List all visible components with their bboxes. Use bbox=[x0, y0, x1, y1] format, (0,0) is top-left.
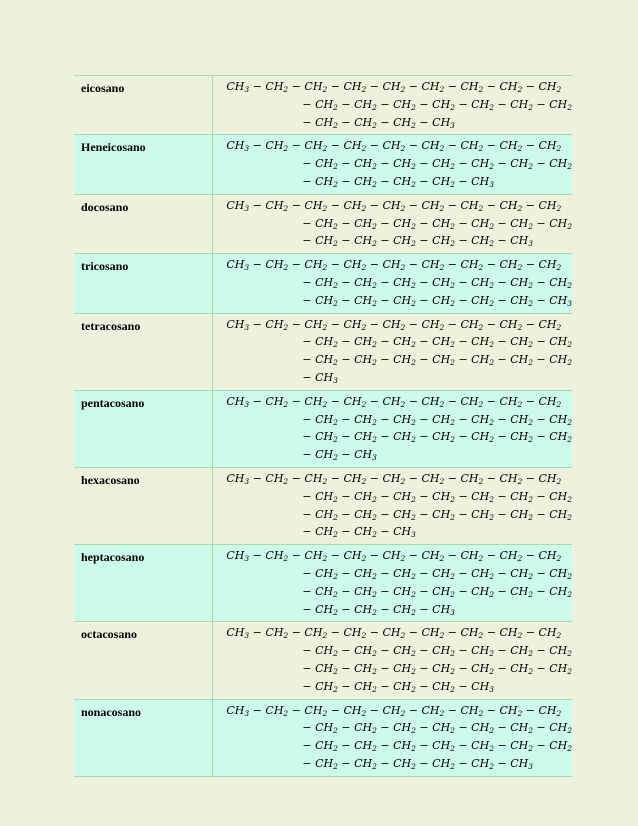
formula-line: − $CH_2 - CH_2 - CH_2 - CH_2 - CH_2 - CH_2 - CH_2$ bbox=[302, 97, 572, 112]
formula-line: − $CH_2 - CH_2 - CH_2 - CH_2 - CH_2 - CH_2 - CH_2$ bbox=[302, 353, 572, 368]
structural-formula bbox=[213, 700, 572, 776]
formula-line: − $CH_2 - CH_3$ bbox=[302, 448, 377, 463]
table-row bbox=[74, 314, 572, 391]
formula-line: − $CH_3$ bbox=[302, 370, 338, 385]
compound-name: heptacosano bbox=[74, 545, 213, 621]
formula-line: − $CH_2 - CH_2 - CH_2 - CH_3$ bbox=[302, 115, 455, 130]
formula-line: − $CH_2 - CH_2 - CH_2 - CH_2 - CH_2 - CH_2 - CH_3$ bbox=[302, 293, 572, 308]
structural-formula bbox=[213, 468, 572, 544]
formula-line: $CH_3 - CH_2 - CH_2 - CH_2 - CH_2 - CH_2 - CH_2 - CH_2 - CH_2$ bbox=[226, 139, 562, 154]
formula-line: − $CH_2 - CH_2 - CH_2 - CH_2 - CH_3$ bbox=[302, 679, 494, 694]
formula-line: − $CH_2 - CH_2 - CH_2 - CH_2 - CH_2 - CH_2 - CH_2$ bbox=[302, 335, 572, 350]
formula-line: $CH_3 - CH_2 - CH_2 - CH_2 - CH_2 - CH_2 - CH_2 - CH_2 - CH_2$ bbox=[226, 80, 562, 94]
table-row bbox=[74, 195, 572, 254]
structural-formula bbox=[213, 314, 572, 390]
structural-formula bbox=[213, 391, 572, 467]
table-row bbox=[74, 622, 572, 699]
formula-line: − $CH_2 - CH_2 - CH_2 - CH_2 - CH_2 - CH_2 - CH_2$ bbox=[302, 157, 572, 172]
table-row bbox=[74, 700, 572, 776]
formula-line: $CH_3 - CH_2 - CH_2 - CH_2 - CH_2 - CH_2 - CH_2 - CH_2 - CH_2$ bbox=[226, 549, 562, 564]
structural-formula bbox=[213, 622, 572, 698]
compound-name: tetracosano bbox=[74, 314, 213, 390]
formula-line: − $CH_2 - CH_2 - CH_2 - CH_2 - CH_2 - CH_3$ bbox=[302, 234, 533, 249]
formula-line: $CH_3 - CH_2 - CH_2 - CH_2 - CH_2 - CH_2 - CH_2 - CH_2 - CH_2$ bbox=[226, 317, 562, 332]
compound-name: octacosano bbox=[74, 622, 213, 698]
formula-line: − $CH_2 - CH_2 - CH_2 - CH_2 - CH_2 - CH_2 - CH_2$ bbox=[302, 739, 572, 754]
compound-name: Heneicosano bbox=[74, 135, 213, 193]
formula-line: − $CH_2 - CH_2 - CH_2 - CH_2 - CH_2 - CH_2 - CH_2$ bbox=[302, 584, 572, 599]
formula-line: $CH_3 - CH_2 - CH_2 - CH_2 - CH_2 - CH_2 - CH_2 - CH_2 - CH_2$ bbox=[226, 198, 562, 213]
formula-line: $CH_3 - CH_2 - CH_2 - CH_2 - CH_2 - CH_2 - CH_2 - CH_2 - CH_2$ bbox=[226, 471, 562, 486]
formula-line: − $CH_2 - CH_2 - CH_2 - CH_2 - CH_2 - CH_2 - CH_2$ bbox=[302, 412, 572, 427]
compound-name: eicosano bbox=[74, 76, 213, 134]
formula-line: − $CH_2 - CH_2 - CH_2 - CH_2 - CH_2 - CH_2 - CH_2$ bbox=[302, 721, 572, 736]
compound-name: tricosano bbox=[74, 254, 213, 312]
formula-line: $CH_3 - CH_2 - CH_2 - CH_2 - CH_2 - CH_2 - CH_2 - CH_2 - CH_2$ bbox=[226, 258, 562, 273]
formula-line: − $CH_2 - CH_2 - CH_3$ bbox=[302, 525, 416, 540]
table-row bbox=[74, 545, 572, 622]
formula-line: − $CH_2 - CH_2 - CH_2 - CH_2 - CH_2 - CH_3$ bbox=[302, 756, 533, 771]
formula-line: − $CH_2 - CH_2 - CH_2 - CH_3$ bbox=[302, 602, 455, 617]
formula-line: − $CH_2 - CH_2 - CH_2 - CH_2 - CH_3$ bbox=[302, 174, 494, 189]
formula-line: $CH_3 - CH_2 - CH_2 - CH_2 - CH_2 - CH_2 - CH_2 - CH_2 - CH_2$ bbox=[226, 626, 562, 641]
compound-name: nonacosano bbox=[74, 700, 213, 776]
formula-line: − $CH_2 - CH_2 - CH_2 - CH_2 - CH_2 - CH_2 - CH_2$ bbox=[302, 566, 572, 581]
table-row bbox=[74, 391, 572, 468]
formula-line: $CH_3 - CH_2 - CH_2 - CH_2 - CH_2 - CH_2 - CH_2 - CH_2 - CH_2$ bbox=[226, 394, 562, 409]
compound-name: hexacosano bbox=[74, 468, 213, 544]
compound-name: docosano bbox=[74, 195, 213, 253]
formula-line: − $CH_2 - CH_2 - CH_2 - CH_2 - CH_2 - CH_2 - CH_2$ bbox=[302, 275, 572, 290]
formula-line: − $CH_2 - CH_2 - CH_2 - CH_2 - CH_2 - CH_2 - CH_2$ bbox=[302, 430, 572, 445]
formula-line: − $CH_2 - CH_2 - CH_2 - CH_2 - CH_2 - CH_2 - CH_2$ bbox=[302, 644, 572, 659]
alkane-table bbox=[74, 75, 572, 777]
table-row bbox=[74, 254, 572, 313]
formula-line: − $CH_2 - CH_2 - CH_2 - CH_2 - CH_2 - CH_2 - CH_2$ bbox=[302, 661, 572, 676]
table-row bbox=[74, 76, 572, 135]
structural-formula bbox=[213, 135, 572, 193]
table-row bbox=[74, 135, 572, 194]
table-row bbox=[74, 468, 572, 545]
formula-line: − $CH_2 - CH_2 - CH_2 - CH_2 - CH_2 - CH_2 - CH_2$ bbox=[302, 507, 572, 522]
structural-formula bbox=[213, 76, 572, 134]
formula-line: − $CH_2 - CH_2 - CH_2 - CH_2 - CH_2 - CH_2 - CH_2$ bbox=[302, 489, 572, 504]
structural-formula bbox=[213, 195, 572, 253]
structural-formula bbox=[213, 545, 572, 621]
formula-line: − $CH_2 - CH_2 - CH_2 - CH_2 - CH_2 - CH_2 - CH_2$ bbox=[302, 216, 572, 231]
compound-name: pentacosano bbox=[74, 391, 213, 467]
formula-line: $CH_3 - CH_2 - CH_2 - CH_2 - CH_2 - CH_2 - CH_2 - CH_2 - CH_2$ bbox=[226, 703, 562, 718]
structural-formula bbox=[213, 254, 572, 312]
